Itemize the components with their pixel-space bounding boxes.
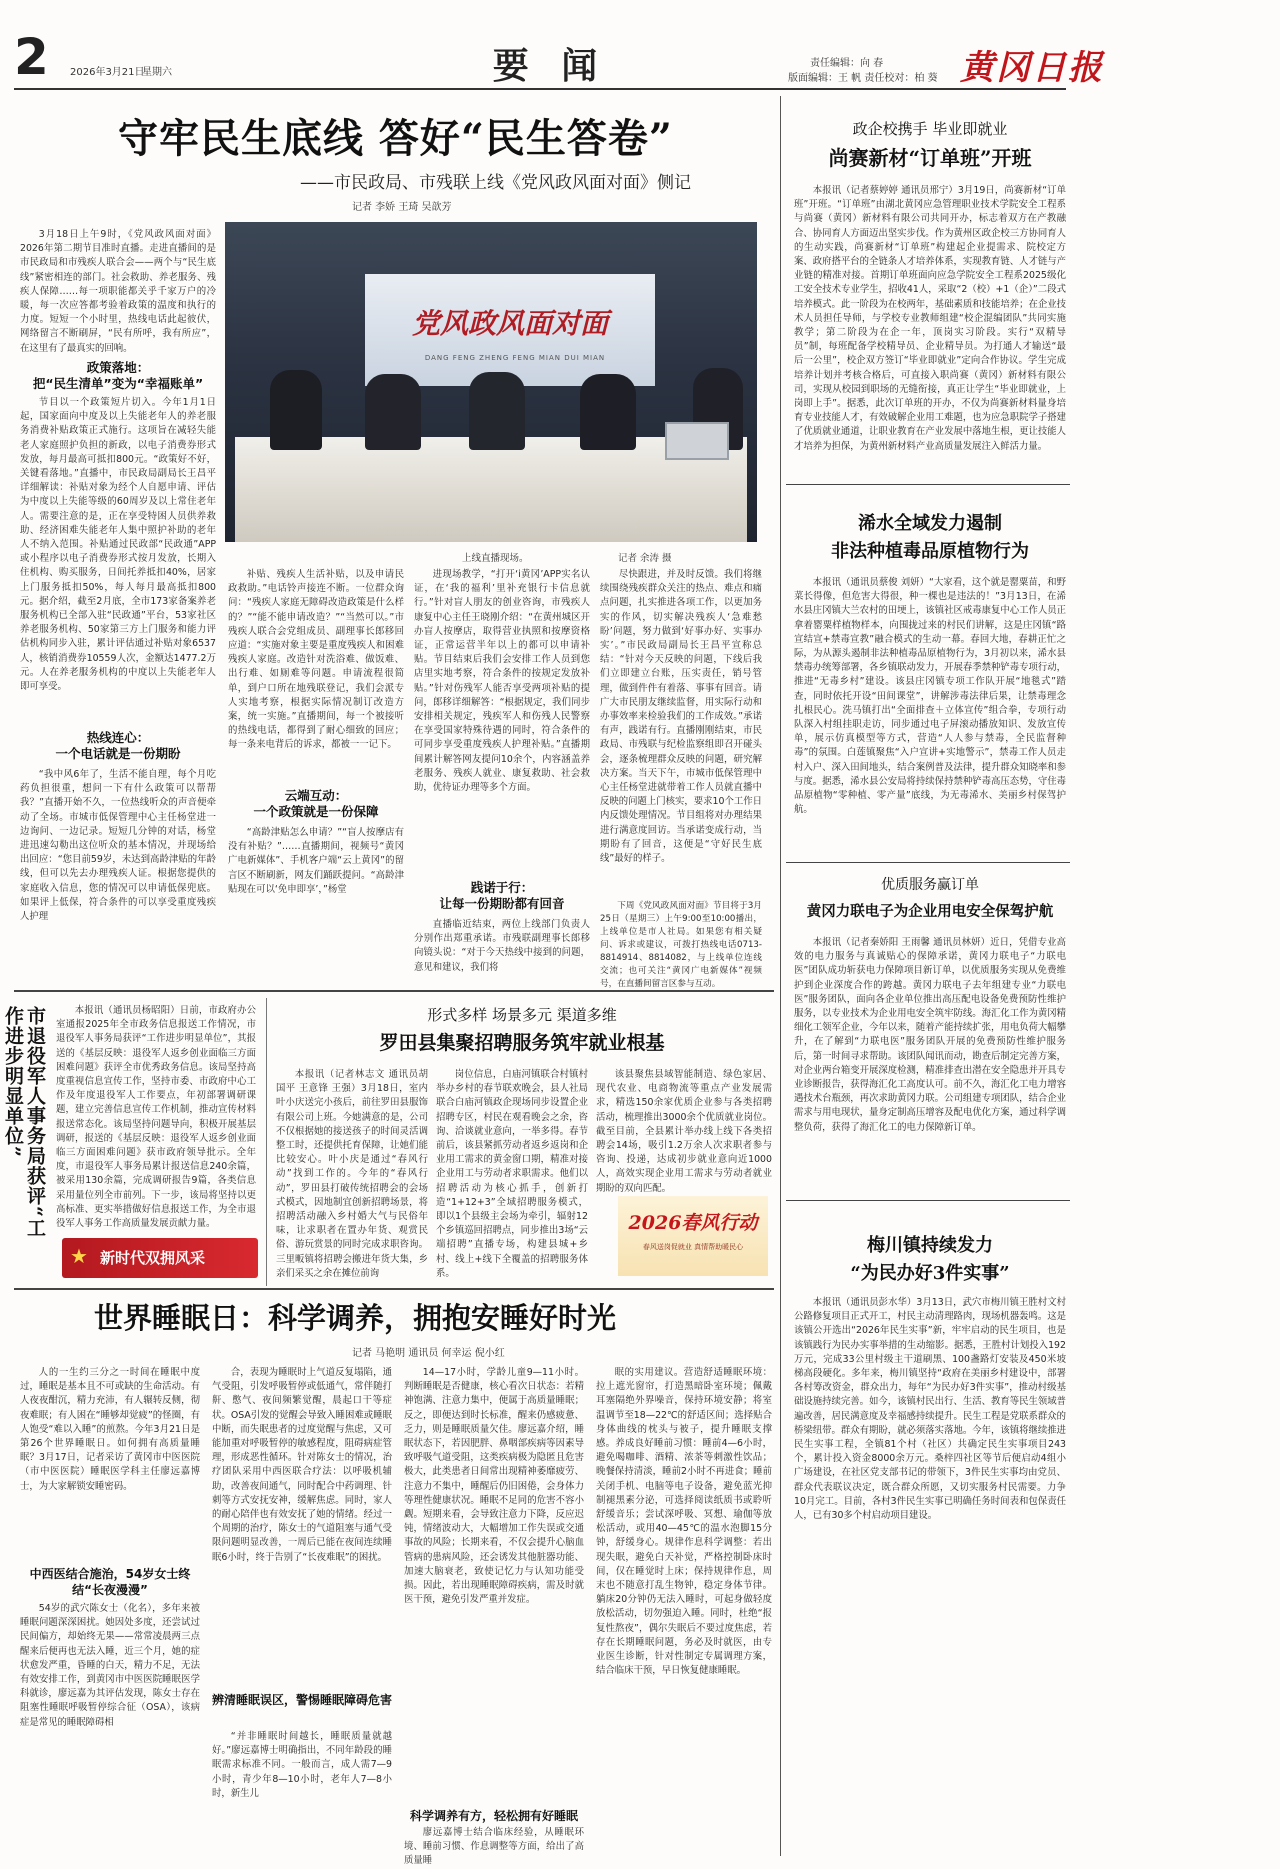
badge-title: 2026春风行动: [628, 1212, 758, 1234]
luotian-col2: 岗位信息，白庙河镇联合村镇村举办乡村的春节联欢晚会，县人社局联合白庙河镇政企现场同步设置企业招聘专区，村民在观看晚会之余，咨询、洽谈就业意向，一举多得。春节前后，该县紧抓劳动者返乡返岗和企业用工需求的黄金窗口期，精准对接企业用工与劳动者求职需求。他们以招聘活动为核心抓手，创新打造“1+12+3”全域招聘服务模式，即以1个县级主会场为牵引，辐射12个乡镇巡回招聘点，同步推出3场“云端招聘”直播专场，构建县城+乡村、线上+线下全覆盖的招聘服务体系。: [436, 1069, 588, 1279]
lead-subhead-2: 热线连心： 一个电话就是一份期盼: [55, 730, 181, 761]
sleep-title: 世界睡眠日：科学调养，拥抱安睡好时光: [94, 1301, 617, 1335]
sleep-subhead-1: 中西医结合施治，54岁女士终结“长夜漫漫”: [29, 1567, 191, 1597]
sleep-byline: 记者 马艳明 通讯员 何幸运 倪小红: [352, 1348, 505, 1359]
luotian-kicker: 形式多样 场景多元 渠道多维: [427, 1006, 617, 1024]
right2-title: 浠水全域发力遏制 非法种植毒品原植物行为: [831, 513, 1029, 562]
banner-text: 新时代双拥风采: [100, 1249, 206, 1267]
lead-byline: 记者 李娇 王琦 吴歆芳: [352, 202, 452, 213]
lead-col2-b: “高龄津贴怎么申请？”“盲人按摩店有没有补贴？”……直播期间，视频号“黄冈广电新媒体”、手机客户端“云上黄冈”的留言区不断刷新，网友们踊跃提问。“高龄津贴现在可以‘免申即享’，”杨堂: [228, 827, 404, 895]
sleep-subhead-2: 辨清睡眠误区，警惕睡眠障碍危害: [212, 1693, 393, 1707]
host-1: [270, 370, 322, 450]
laptop-icon: [665, 422, 729, 460]
luotian-title: 罗田县集聚招聘服务筑牢就业根基: [379, 1032, 665, 1054]
lead-title: 守牢民生底线 答好“民生答卷”: [118, 115, 673, 162]
sleep-col3-b: 廖远嘉博士结合临床经验，从睡眠环境、睡前习惯、作息调整等方面，给出了高质量睡: [404, 1827, 584, 1867]
lead-col4: 尽快跟进，并及时反馈。我们将继续围绕残疾群众关注的热点、难点和痛点问题，扎实推进各项工作，以更加务实的作风，切实解决残疾人‘急难愁盼’问题，努力做到‘好事办好、实事办实’。”市民政局副局长王昌平宣称总结：“针对今天反映的问题，下线后我们立即建立台账，压实责任，销号管理，做到件件有着落、事事有回音。请广大市民朋友继续监督，用实际行动和办事效率来检验我们的工作成效。”承诺有声，践诺有行。直播刚刚结束，市民政局、市残联与纪检监察组即召开碰头会，逐条梳理群众反映的问题，研究解决方案。当天下午，市城市低保管理中心主任杨堂进就带着工作人员就直播中反映的问题上门核实，要求10个工作日内反馈处理情况。节目组将对办理结果进行满意度回访。当承诺变成行动，当期盼有了回音，这便是“守好民生底线”最好的样子。: [600, 569, 762, 865]
lead-photo: [225, 222, 757, 542]
lead-subhead-1: 政策落地： 把“民生清单”变为“幸福账单”: [32, 360, 204, 391]
right1-body: 本报讯（记者蔡婷婷 通讯员邢宁）3月19日，尚赛新材“订单班”开班。“订单班”由湖北黄冈应急管理职业技术学院安全工程系与尚赛（黄冈）新材料有限公司共同开办，标志着双方在产教融合、协同育人方面迈出坚实步伐。作为黄州区政企校三方协同育人的生动实践，尚赛新材“订单班”构建起企业提需求、院校定方案、政府搭平台的全链条人才培养体系，实现教育链、人才链与产业链的精准对接。首期订单班面向应急学院安全工程系2025级化工安全技术专业学生，招收41人，采取“2（校）+1（企）”二段式培养模式。此一阶段为在校两年，基础素质和技能培养；在企业技术人员担任导师，与学校专业教师组建“校企混编团队”共同实施教学；第二阶段为在企一年，顶岗实习阶段。实行“双精导员”制，每班配备学校精导员、企业精导员。为打通人才输送“最后一公里”，校企双方签订“毕业即就业”定向合作协议。学生完成培养计划并考核合格后，可直接入职尚赛（黄冈）新材料有限公司，实现从校园到职场的无缝衔接，真正让学生“毕业即就业，上岗即上手”。据悉，此次订单班的开办，不仅为尚赛新材料量身培育专业技能人才，有效破解企业用工难题，也为应急职院学子搭建了优质就业通道，让职业教育在产业发展中落地生根，更让技能人才培养为担保，为黄州新材料产业高质量发展注入鲜活力量。: [794, 185, 1066, 452]
sleep-col4: 眠的实用建议。营造舒适睡眠环境：拉上遮光窗帘，打造黑暗卧室环境；佩戴耳塞隔绝外界噪音，保持环境安静；将室温调节至18—22℃的舒适区间；选择贴合身体曲线的枕头与被子，提升睡眠支撑感。养成良好睡前习惯：睡前4—6小时，避免喝咖啡、酒精、浓茶等刺激性饮品；晚餐保持清淡，睡前2小时不再进食；睡前关闭手机、电脑等电子设备，避免蓝光抑制褪黑素分泌，可选择阅读纸质书或聆听舒缓音乐；尝试深呼吸、冥想、瑜伽等放松活动，或用40—45℃的温水泡脚15分钟，舒缓身心。规律作息科学调整：若出现失眠，避免白天补觉，严格控制卧床时间，仅在睡觉时上床；保持规律作息，周末也不随意打乱生物钟，稳定身体节律。躺床20分钟仍无法入睡时，可起身做轻度放松活动，切勿强迫入睡。同时，杜绝“报复性熬夜”，偶尔失眠后不要过度焦虑，若存在长期睡眠问题，务必及时就医，由专业医生诊断，针对性制定专属调理方案，结合临床干预，早日恢复健康睡眠。: [596, 1367, 772, 1677]
host-3: [469, 372, 525, 450]
screen-pinyin: DANG FENG ZHENG FENG MIAN DUI MIAN: [424, 354, 606, 362]
lead-col1-top: 3月18日上午9时，《党风政风面对面》2026年第二期节目准时直播。走进直播间的是市民政局和市残疾人联合会——两个与“民生底线”紧密相连的部门。社会救助、养老服务、残疾人保障……每一项职能都关乎千家万户的冷暖，每一次应答都考验着政策的温度和执行的力度。短短一个小时里，热线电话此起彼伏，网络留言不断刷屏，“民有所呼，我有所应”，在这里有了最真实的回响。: [20, 229, 216, 354]
right3-rule: [786, 1200, 1070, 1201]
lead-col1-mid: 节目以一个政策短片切入。今年1月1日起，国家面向中度及以上失能老年人的养老服务消费补贴政策正式施行。这项旨在减轻失能老人家庭照护负担的新政，以电子消费券形式发放，每月最高可抵扣800元。“政策好不好，关键看落地。”直播中，市民政局副局长王昌平详细解读：补贴对象为经个人自愿申请、评估为中度以上失能等级的60周岁及以上常住老年人。需要注意的是，正在享受特困人员供养救助、经济困难失能老年人集中照护补助的老年人不纳入范围。补贴通过民政部“民政通”APP或小程序以电子消费券形式按月发放，长期入住机构、购买服务，日间托养抵扣40%，居家上门服务抵扣50%，每人每月最高抵扣800元。据介绍，截至2月底，全市173家备案养老服务机构已全部入驻“民政通”平台，53家社区养老服务机构、50家第三方上门服务和能力评估机构同步入驻，累计评估通过补贴对象6537人，核销消费券10559人次，金额达1477.2万元。人在养老服务机构的中度以上失能老年人即可享受。: [20, 397, 216, 693]
military-banner: [62, 1238, 258, 1278]
lead-col3: 进现场教学，“打开‘i黄冈’APP实名认证，在‘我的福利’里补充银行卡信息就行。”针对盲人朋友的创业咨询，市残疾人康复中心主任王晓刚介绍：“在黄州城区开办盲人按摩店，取得营业执照和按摩资格证，正常运营半年以上的都可以申请补贴。节目结束后我们会安排工作人员到您店里实地考察，符合条件的按规定发放补贴。”针对伤残军人能否享受两项补贴的提问，郎移详细解答：“根据规定，我们同步安排相关规定，残疾军人和伤残人民警察在享受国家特殊待遇的同时，符合条件的可同步享受重度残疾人护理补贴。”直播期间累计解答网友提问10余个，内容涵盖养老服务、残疾人就业、康复救助、社会救助，优待证办理等多个方面。: [414, 569, 590, 794]
lead-subtitle: ——市民政局、市残联上线《党风政风面对面》侧记: [300, 173, 691, 193]
military-body: 本报讯（通讯员杨昭阳）日前，市政府办公室通报2025年全市政务信息报送工作情况，市退役军人事务局获评“工作进步明显单位”，其报送的《基层反映：退役军人返乡创业面临三方面困难问题》获评全市优秀政务信息。该局坚持高度重视信息宣传工作，坚持市委、市政府中心工作及年度退役军人工作要点，年初部署调研课题，建立完善信息宣传工作机制，推动宣传材料报送常态化。该局坚持问题导向，积极开展基层调研，报送的《基层反映：退役军人返乡创业面临三方面困难问题》获市政府领导批示。全年度，市退役军人事务局累计报送信息240余篇，被采用130余篇，完成调研报告9篇，各类信息采用量位列全市前列。下一步，该局将坚持以更高标准、更实举措做好信息报送工作，为全市退役军人事务工作高质量发展贡献力量。: [56, 1005, 256, 1230]
editor-line-2: 版面编辑：王 帆 责任校对：柏 葵: [788, 73, 938, 84]
right4-body: 本报讯（通讯员彭水华）3月13日，武穴市梅川镇王胜村文村公路修复项目正式开工，村民主动清理路肉，现场机器轰鸣。这是该镇公开选出“2026年民生实事”新，牢牢启动的民生项目，也是该镇践行为民办实事举措的生动缩影。据悉，王胜村计划投入192万元，完成33公里村级主干道刷黑、100盏路灯安装及450米坡梯高段硬化。多年来，梅川镇坚持“政府在美丽乡村建设中，部署各村筹改资金，群众出力，每年“为民办好3件实事”，推动村级基础设施持续完善。如今，该镇村民出行、生活、教育等民生领域普遍改善，居民满意度及幸福感持续提升。民生工程是党联系群众的桥梁纽带。群众有期盼，就必须落实落地。今年，该镇将继续推进民生实事工程，全镇81个村（社区）共确定民生实事项目243个，累计投入资金8000余万元。桑梓四社区等节后便启动4组小广场建设，在社区党支部书记的带领下，3件民生实事均由党员、群众代表联议决定，既合群众所愿，又切实服务村民需要。力争10月完工。目前，各村3件民生实事已明确任务时间表和包保责任人，已有30多个村启动项目建设。: [794, 1297, 1066, 1522]
military-rule: [266, 998, 267, 1286]
sleep-col3: 14—17小时，学龄儿童9—11小时。判断睡眠是否健康，核心看次日状态：若精神饱满、注意力集中，便属于高质量睡眠；反之，即便达到时长标准，醒来仍感疲惫、乏力，则是睡眠质量欠佳。廖远嘉介绍，睡眠状态下，若因肥胖、鼻咽部疾病等因素导致呼吸气道受阻，这类疾病极为隐匿且危害极大，此类患者日间常出现精神萎靡疲劳、注意力不集中，睡醒后仍旧困倦，会身体力等理性健康状况。睡眠不足同的危害不容小觑。短期来看，会导致注意力下降，反应迟钝，情绪波动大，大幅增加工作失误或交通事故的风险；长期来看，不仅会提升心脑血管病的患病风险，还会诱发其他脏器功能、加速大脑衰老，致使记忆力与认知功能受损。因此，若出现睡眠障碍疾病，需及时就医干预，避免引发严重并发症。: [404, 1367, 584, 1606]
right1-title: 尚赛新材“订单班”开班: [828, 146, 1032, 170]
section-title: 要 闻: [492, 45, 608, 87]
right3-title: 黄冈力联电子为企业用电安全保驾护航: [806, 903, 1054, 920]
photo-caption: 上线直播现场。: [462, 553, 529, 564]
military-vertical-title: 市退役军人事务局获评“工作进步明显单位”: [2, 1006, 46, 1238]
sleep-col1-b: 54岁的武穴陈女士（化名），多年来被睡眠问题深深困扰。她因处多度，还尝试过民间偏方，却始终无果——常常凌晨两三点醒来后便再也无法入睡，近三个月，她的症状愈发严重，昏睡的白天，精力不足，无法有效安排工作，到黄冈市中医医院睡眠医学科就诊，廖远嘉为其评估发现，陈女士存在阻塞性睡眠呼吸暂停综合征（OSA），该病症是常见的睡眠障碍相: [20, 1603, 200, 1728]
badge-subtitle: 春风送岗促就业 真情帮助暖民心: [642, 1243, 744, 1251]
lead-col4-note: 下周《党风政风面对面》节目将于3月25日（星期三）上午9:00至10:00播出，上线单位是市人社局。如果您有相关疑问、诉求或建议，可拨打热线电话0713-8814914、8814082，与上线单位连线交流；也可关注“黄冈广电新媒体”视频号，在直播间留言区参与互动。: [600, 901, 762, 989]
right3-body: 本报讯（记者秦娇阳 王雨馨 通讯员林妍）近日，凭借专业高效的电力服务与真诚贴心的保障承诺，黄冈力联电子“力联电医”团队成功斩获电力保障项目新订单，以优质服务实现从免费维护到企业深度合作的跨越。黄冈力联电子去年组建专业“力联电医”服务团队，面向各企业单位推出高压配电设备免费预防性维护服务，以专业技术为企业用电安全筑牢防线。海汇化工作为黄冈精细化工领军企业，今年以来，随着产能持续扩张，用电负荷大幅攀升，在了解到“力联电医”服务团队开展的免费预防性维护服务后，第一时间寻求帮助。该团队闻讯而动，勘查后制定完善方案，对企业两台箱变开展深度检测，精准排查出潜在安全隐患并开具专业诊断报告，获得海汇化工高度认可。前不久，海汇化工电力增容遇技术台瓶颈，再次求助黄冈力联。公司组建专项团队，结合企业需求与用电现状，量身定制高压增容及配电优化方案，通过科学调整负荷，获得了海汇化工的电力保障新订单。: [794, 937, 1066, 1133]
newspaper-logo: 黄冈日报: [960, 48, 1104, 88]
page-number: 2: [14, 28, 49, 86]
luotian-col1: 本报讯（记者林志文 通讯员胡国平 王意锋 王强）3月18日，室内叶小庆送完小孩后，前往罗田县服饰有限公司上班。今她满意的是，公司不仅根据她的接送孩子的时间灵活调整工时，还提供托育保障，让她们能比较安心。叶小庆是通过“春风行动”找到工作的。今年的“春风行动”，罗田县打破传统招聘会的会场式模式，因地制宜创新招聘场景，将招聘活动融入乡村婚大气与民俗年味，让求职者在置办年货、观赏民俗、游玩赏景的同时完成求职咨询。三里畈镇将招聘会搬进年货大集，乡亲们采买之余在摊位前询: [276, 1069, 428, 1279]
lead-col2: 补贴、残疾人生活补贴，以及申请民政救助。”电话铃声接连不断。一位群众询问：“残疾人家庭无障碍改造政策是什么样的？”“能不能申请改造？”“当然可以。”市残疾人联合会党组成员、副理事长郎移回应道：“实施对象主要是重度残疾人和困难残疾人家庭。改造针对洗浴难、做饭难、出行难、如厕难等问题。申请流程很简单，到户口所在地残联登记，我们会派专人实地考察，根据实际情况制订改造方案，统一实施。”直播期间，每一个被接听的热线电话，都得到了耐心细致的回应；每一条来电背后的诉求，都被一一记下。: [228, 569, 404, 751]
spring-action-badge: [618, 1196, 768, 1276]
sleep-col2: 合，表现为睡眠时上气道反复塌陷，通气受阻，引发呼吸暂停或低通气，常伴随打鼾、憋气、夜间频繁觉醒，晨起口干等症状。OSA引发的觉醒会导致入睡困难或睡眠中断，而失眠患者的过度觉醒与焦虑，又可能加重对呼吸暂停的敏感程度，阻碍病症管理，形成恶性循环。针对陈女士的情况，治疗团队采用中西医联合疗法：以呼吸机辅助，改善夜间通气，同时配合中药调理、针刺等方式安抚安神，缓解焦虑。同时，家人的耐心陪伴也有效安抚了她的情绪。经过一个周期的治疗，陈女士的气道阻塞与通气受限问题明显改善，一周后已能在夜间连续睡眠6小时，终于告别了“长夜难眠”的困扰。: [212, 1367, 392, 1563]
luotian-col3: 该县聚焦县域智能制造、绿色家居、现代农业、电商物流等重点产业发展需求，精选150余家优质企业参与各类招聘活动，梳理推出3000余个优质就业岗位。截至目前，全县累计举办线上线下各类招聘会14场，吸引1.2万余人次求职者参与咨询、投递，达成初步就业意向近1000人，高效实现企业用工需求与劳动者就业期盼的双向匹配。: [596, 1069, 772, 1194]
star-icon: ★: [70, 1244, 88, 1268]
right1-kicker: 政企校携手 毕业即就业: [852, 120, 1008, 138]
lead-col1-bottom: “我中风6年了，生活不能自理，每个月吃药负担很重，想问一下有什么政策可以帮帮我？”直播开始不久，一位热线听众的声音便牵动了全场。市城市低保管理中心主任杨堂进一边询问、一边记录。短短几分钟的对话，杨堂进迅速勾勒出这位听众的基本情况，并现场给出回应：“您目前59岁，未达到高龄津贴的年龄线，但可以先去办理残疾人证。根据您提供的家庭收入信息，您的情况可以申请低保兜底。如果评上低保，符合条件的可以享受重度残疾人护理: [20, 769, 216, 923]
lead-subhead-4: 践诺于行： 让每一份期盼都有回音: [439, 880, 565, 911]
sleep-subhead-3: 科学调养有方，轻松拥有好睡眠: [409, 1809, 578, 1823]
sleep-col1: 人的一生约三分之一时间在睡眠中度过，睡眠是基本且不可或缺的生命活动。有人夜夜酣沉，精力充沛，有人辗转反侧，彻夜难眠；有人困在“睡够却觉疲”的怪圈，有人饱受“难以入睡”的煎熬。今年3月21日是第26个世界睡眠日。如何拥有高质量睡眠？3月17日，记者采访了黄冈市中医医院（市中医医院）睡眠医学科主任廖远嘉博士，为大家解锁安睡密码。: [20, 1367, 200, 1492]
lead-col3-b: 直播临近结束，两位上线部门负责人分别作出郑重承诺。市残联副理事长郎移向镜头说：“对于今天热线中接到的问题，意见和建议，我们将: [414, 919, 590, 973]
right4-title: 梅川镇持续发力 “为民办好3件实事”: [850, 1235, 1010, 1284]
right2-body: 本报讯（通讯员蔡俊 刘妍）“大家看，这个就是罂粟苗，和野菜长得像，但危害大得很，种一棵也是违法的！”3月13日，在浠水县庄冈镇大兰农村的田埂上，该镇社区戒毒康复中心工作人员正拿着罂粟样植物样本，向围拢过来的村民们讲解，这是庄冈镇“路宣结宣+禁毒宣教”融合模式的生动一幕。春回大地，春耕正忙之际，为从源头遏制非法种植毒品原植物行为，3月初以来，浠水县禁毒办统筹部署，各乡镇联动发力，开展春季禁种铲毒专项行动，推进“无毒乡村”建设。该县庄冈镇专项工作队开展“地毯式”踏查，同时依托开设“田间课堂”，讲解涉毒法律后果，让禁毒理念扎根民心。洗马镇打出“全面排查＋立体宣传”组合拳，专项行动队深入村组挂职走访，同步通过电子屏滚动播放知识、发放宣传单，展示仿真模型等方式，营造“人人参与禁毒，全民监督种毒”的氛围。白莲镇聚焦“入户宣讲+实地警示”，禁毒工作人员走村入户、深入田间地头，结合案例普及法律，提升群众知晓率和参与度。据悉，浠水县公安局将持续保持禁种铲毒高压态势，守住毒品原植物“零种植、零产量”底线，为无毒浠水、美丽乡村保驾护航。: [794, 577, 1066, 816]
header-rule: [14, 88, 1066, 90]
sleep-col2-b: “并非睡眠时间越长，睡眠质量就越好。”廖远嘉博士明确指出，不同年龄段的睡眠需求标准不同。一般而言，成人需7—9小时，青少年8—10小时，老年人7—8小时，新生儿: [212, 1731, 392, 1799]
studio-screen: [365, 274, 655, 386]
host-2: [365, 374, 421, 450]
right3-kicker: 优质服务赢订单: [881, 877, 979, 893]
sleep-top-rule: [14, 1288, 774, 1290]
editor-line-1: 责任编辑：向 春: [810, 58, 884, 69]
right2-rule: [786, 862, 1070, 863]
screen-title: 党风政风面对面: [411, 307, 608, 340]
issue-weekday: 星期六: [142, 67, 172, 78]
lead-bottom-rule: [14, 990, 774, 992]
issue-date: 2026年3月21日: [70, 67, 145, 78]
right1-rule: [786, 484, 1070, 485]
lead-subhead-3: 云端互动： 一个政策就是一份保障: [253, 788, 379, 819]
photo-credit: 记者 余涛 摄: [618, 553, 672, 564]
right-column-rule: [780, 96, 781, 1856]
host-4: [580, 374, 636, 450]
